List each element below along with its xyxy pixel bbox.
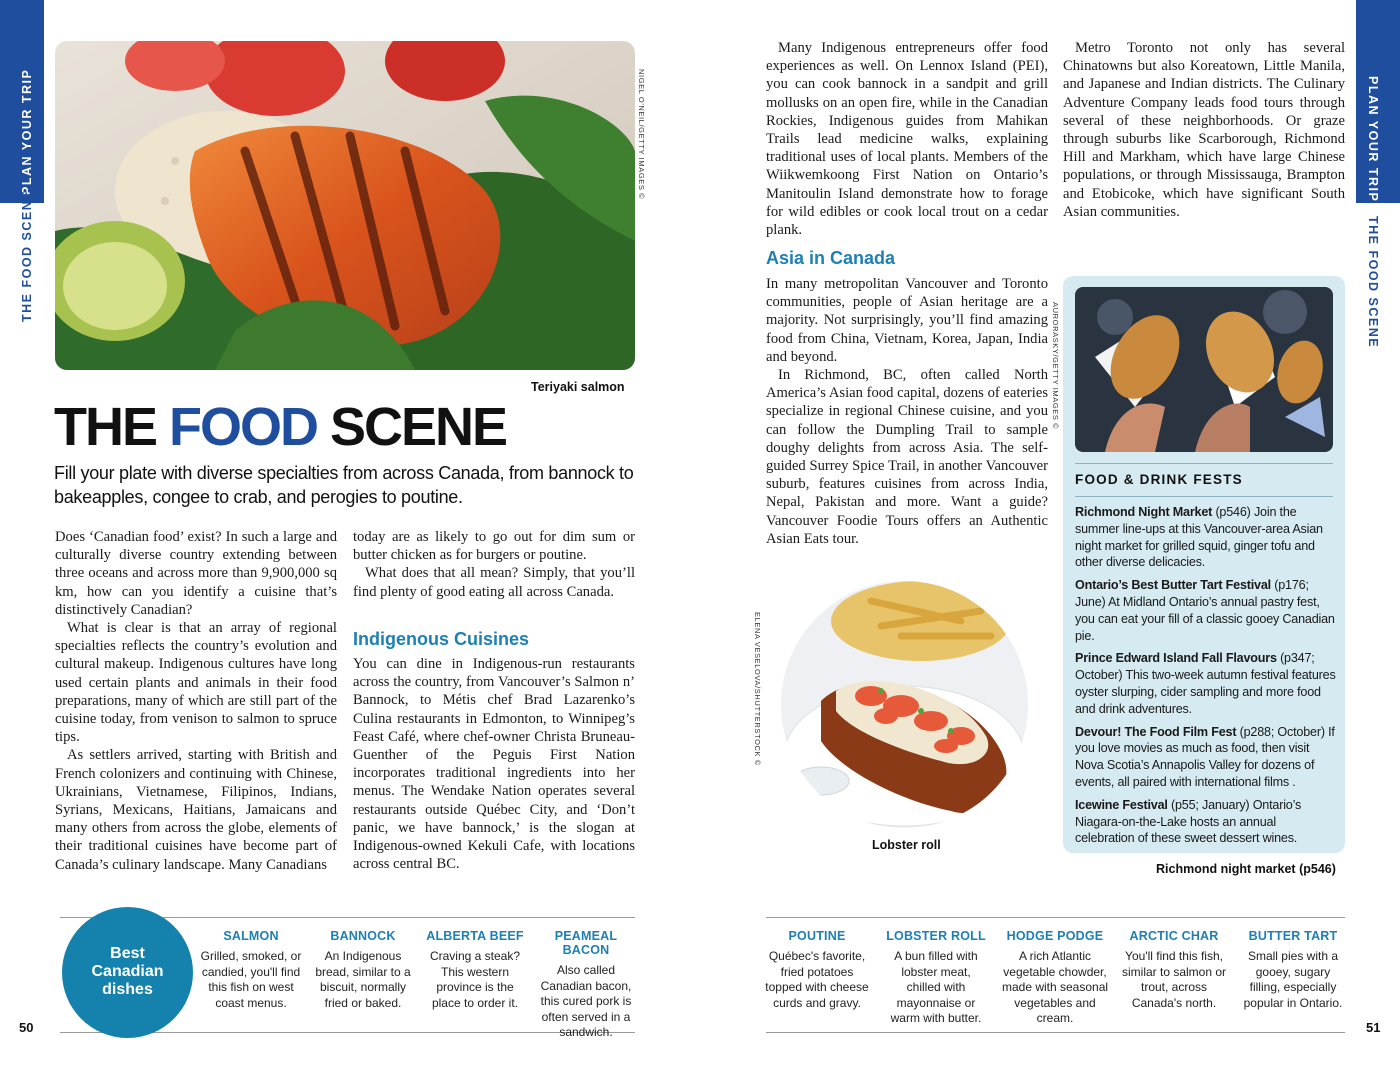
night-market-photo: [1075, 287, 1333, 452]
col1-paragraph-1: Does ‘Canadian food’ exist? In such a large and culturally diverse country extending between three oceans and across more than 9,900,000 sq km, how can you identify a cuisine that’s distinctively Canadian?: [55, 529, 337, 618]
dish-name: ALBERTA BEEF: [426, 929, 524, 943]
body-column-2: [353, 528, 635, 601]
body-column-1: [55, 528, 337, 874]
right-section-label: PLAN YOUR TRIP: [1366, 76, 1380, 203]
fest-item: [1075, 797, 1337, 847]
dish-name: PEAMEAL BACON: [554, 929, 618, 957]
lobster-roll-photo: [781, 581, 1028, 828]
fest-detail: (p176; June) At Midland Ontario’s annual pastry fest, you can eat your fill of a classic gooey Canadian pie.: [1075, 578, 1335, 643]
fests-top-rule: [1075, 463, 1333, 464]
dish-name: ARCTIC CHAR: [1129, 929, 1219, 943]
left-section-label: PLAN YOUR TRIP: [20, 68, 34, 195]
col3-paragraph-1: Many Indigenous entrepreneurs offer food experiences as well. On Lennox Island (PEI), you can cook bannock in a sandpit and grill mollusks on an open fire, while in the Canadian Rockies, Indigenous guides from Mahikan Trails lead medicine walks, explaining traditional uses of local plants. Members of the Wiikwemkoong First Nation on Ontario’s Manitoulin Island demonstrate how to forage for wild edibles or cook local trout on a cedar plank.: [766, 40, 1048, 239]
fest-name: Prince Edward Island Fall Flavours: [1075, 651, 1277, 666]
title-part-2: FOOD: [169, 397, 318, 457]
market-photo-credit: AURORASKY/GETTY IMAGES ©: [1051, 302, 1060, 430]
page-number-right: 51: [1366, 1020, 1381, 1035]
dish-description: Grilled, smoked, or candied, you'll find this fish on west coast menus.: [200, 949, 302, 1010]
col3-paragraph-3: In Richmond, BC, often called North America’s Asian food capital, dozens of eateries specialize in regional Chinese cuisine, and you can follow the Dumpling Trail to sample doughy delights from across Asia. The self-guided Surrey Spice Trail, in another Vancouver suburb, features cuisines from across India, Nepal, Pakistan and more. Want a guide? Vancouver Foodie Tours offers an Authentic Asian Eats tour.: [766, 367, 1048, 547]
dish-hodge-podge: [999, 929, 1111, 1027]
page-title: [54, 395, 506, 459]
dish-description: Also called Canadian bacon, this cured pork is often served in a sandwich.: [540, 963, 632, 1039]
fest-name: Richmond Night Market: [1075, 505, 1213, 519]
intro-text: Fill your plate with diverse specialties from across Canada, from bannock to bakeapples, congee to crab, and perogies to poutine.: [54, 463, 634, 507]
salmon-photo-credit: NIGEL O'NEIL/GETTY IMAGES ©: [637, 69, 646, 200]
dish-description: Québec's favorite, fried potatoes topped with cheese curds and gravy.: [765, 949, 869, 1010]
fest-name: Ontario’s Best Butter Tart Festival: [1075, 578, 1271, 593]
col2-paragraph-2: What does that all mean? Simply, that you’ll find plenty of good eating all across Canada.: [353, 565, 635, 600]
title-part-1: THE: [54, 397, 170, 457]
dish-arctic-char: [1121, 929, 1227, 1011]
col4-paragraph-1: Metro Toronto not only has several Chinatowns but also Koreatown, Little Manila, and Japanese and Indian districts. The Culinary Adventure Company leads food tours through several of these neighborhoods. Or graze through suburbs like Scarborough, Richmond Hill and Markham, which have large Chinese populations, or through Mississauga, Brampton and Etobicoke, which have significant South Asian communities.: [1063, 40, 1345, 220]
page-number-left: 50: [19, 1020, 34, 1035]
fest-detail: (p288; October) If you love movies as much as food, then visit Nova Scotia’s Annapolis Valley for dozens of events, all paired with international films .: [1075, 724, 1335, 789]
title-part-3: SCENE: [317, 397, 507, 457]
dish-lobster-roll: [883, 929, 989, 1027]
dish-description: Craving a steak? This western province is the place to order it.: [429, 949, 521, 1010]
body-column-2b: [353, 655, 635, 873]
dish-alberta-beef: [424, 929, 526, 1011]
fest-item: [1075, 504, 1337, 571]
fest-detail: (p546) Join the summer line-ups at this Vancouver-area Asian night market for grilled squid, ginger tofu and other diverse delicacies.: [1075, 505, 1323, 570]
dish-description: A bun filled with lobster meat, chilled with mayonnaise or warm with butter.: [890, 949, 982, 1025]
fests-heading-rule: [1075, 496, 1333, 497]
dish-description: Small pies with a gooey, sugary filling, especially popular in Ontario.: [1243, 949, 1343, 1010]
teriyaki-salmon-photo: [55, 41, 635, 370]
dish-peameal-bacon: [532, 929, 640, 1041]
dish-name: HODGE PODGE: [1006, 929, 1104, 943]
dish-description: A rich Atlantic vegetable chowder, made with seasonal vegetables and cream.: [1001, 949, 1109, 1025]
dish-description: An Indigenous bread, similar to a biscuit, normally fried or baked.: [315, 949, 411, 1010]
fest-detail: (p347; October) This two-week autumn festival features oyster slurping, cider sampling and more food and drink adventures.: [1075, 651, 1336, 716]
col1-paragraph-3: As settlers arrived, starting with British and French colonizers and continuing with Chinese, Ukrainians, Vietnamese, Filipinos, Indians, Syrians, Mexicans, Haitians, Jamaicans and many others from across the globe, elements of their traditional cuisines have become part of Canada’s culinary landscape. Many Canadians: [55, 747, 337, 873]
body-column-4: [1063, 39, 1345, 221]
right-chapter-label: THE FOOD SCENE: [1366, 216, 1380, 349]
body-column-3b: [766, 275, 1048, 548]
col2-paragraph-1: today are as likely to go out for dim sum or butter chicken as for burgers or poutine.: [353, 529, 635, 564]
fest-name: Icewine Festival: [1075, 797, 1168, 812]
fests-heading: FOOD & DRINK FESTS: [1075, 472, 1243, 487]
asia-in-canada-heading: Asia in Canada: [766, 248, 896, 268]
fest-name: Devour! The Food Film Fest: [1075, 724, 1237, 739]
fest-item: [1075, 577, 1337, 644]
dish-name: BANNOCK: [330, 929, 396, 943]
dish-butter-tart: [1240, 929, 1346, 1011]
lobster-photo-credit: ELENA VESELOVA/SHUTTERSTOCK ©: [753, 612, 762, 766]
left-chapter-label: THE FOOD SCENE: [20, 189, 34, 322]
dish-bannock: [312, 929, 414, 1011]
col1-paragraph-2: What is clear is that an array of regional specialties reflects the country’s evolution and cultural makeup. Indigenous cultures have long used certain plants and animals in their food preparations, many of which are still part of the cuisine today, from venison to salmon to spruce tips.: [55, 620, 337, 746]
dish-name: BUTTER TART: [1248, 929, 1338, 943]
best-dishes-badge-label: Best Canadian dishes: [91, 945, 164, 998]
fest-item: [1075, 650, 1337, 717]
col2-paragraph-3: You can dine in Indigenous-run restaurants across the country, from Vancouver’s Salmon n’ Bannock, to Métis chef Brad Lazarenko’s Culina restaurants in Edmonton, to Winnipeg’s Feast Café, where chef-owner Christa Bruneau-Guenther of the Peguis First Nation incorporates traditional ingredients into her menus. The Wendake Nation operates several restaurants outside Québec City, and ‘Don’t panic, we have bannock,’ is the slogan at Indigenous-owned Kekuli Cafe, with locations across central BC.: [353, 656, 635, 873]
dish-description: You'll find this fish, similar to salmon or trout, across Canada's north.: [1121, 949, 1227, 1010]
dish-name: POUTINE: [788, 929, 846, 943]
body-column-3: [766, 39, 1048, 239]
dish-name: SALMON: [223, 929, 279, 943]
indigenous-cuisines-heading: Indigenous Cuisines: [353, 629, 530, 649]
fest-detail: (p55; January) Ontario’s Niagara-on-the-Lake hosts an annual celebration of these sweet dessert wines.: [1075, 797, 1302, 846]
fest-item: [1075, 724, 1337, 791]
fests-list: [1075, 504, 1337, 853]
col3-paragraph-2: In many metropolitan Vancouver and Toronto communities, people of Asian heritage are a majority. Not surprisingly, you’ll find amazing food from China, Vietnam, Korea, Japan, India and beyond.: [766, 276, 1048, 365]
dish-salmon: [200, 929, 302, 1011]
market-caption: Richmond night market (p546): [1156, 862, 1336, 876]
dishes-bottom-rule-right: [766, 1032, 1345, 1033]
dish-poutine: [764, 929, 870, 1011]
dishes-top-rule-right: [766, 917, 1345, 918]
salmon-caption: Teriyaki salmon: [531, 380, 625, 394]
dish-name: LOBSTER ROLL: [886, 929, 986, 943]
lobster-caption: Lobster roll: [872, 838, 941, 852]
